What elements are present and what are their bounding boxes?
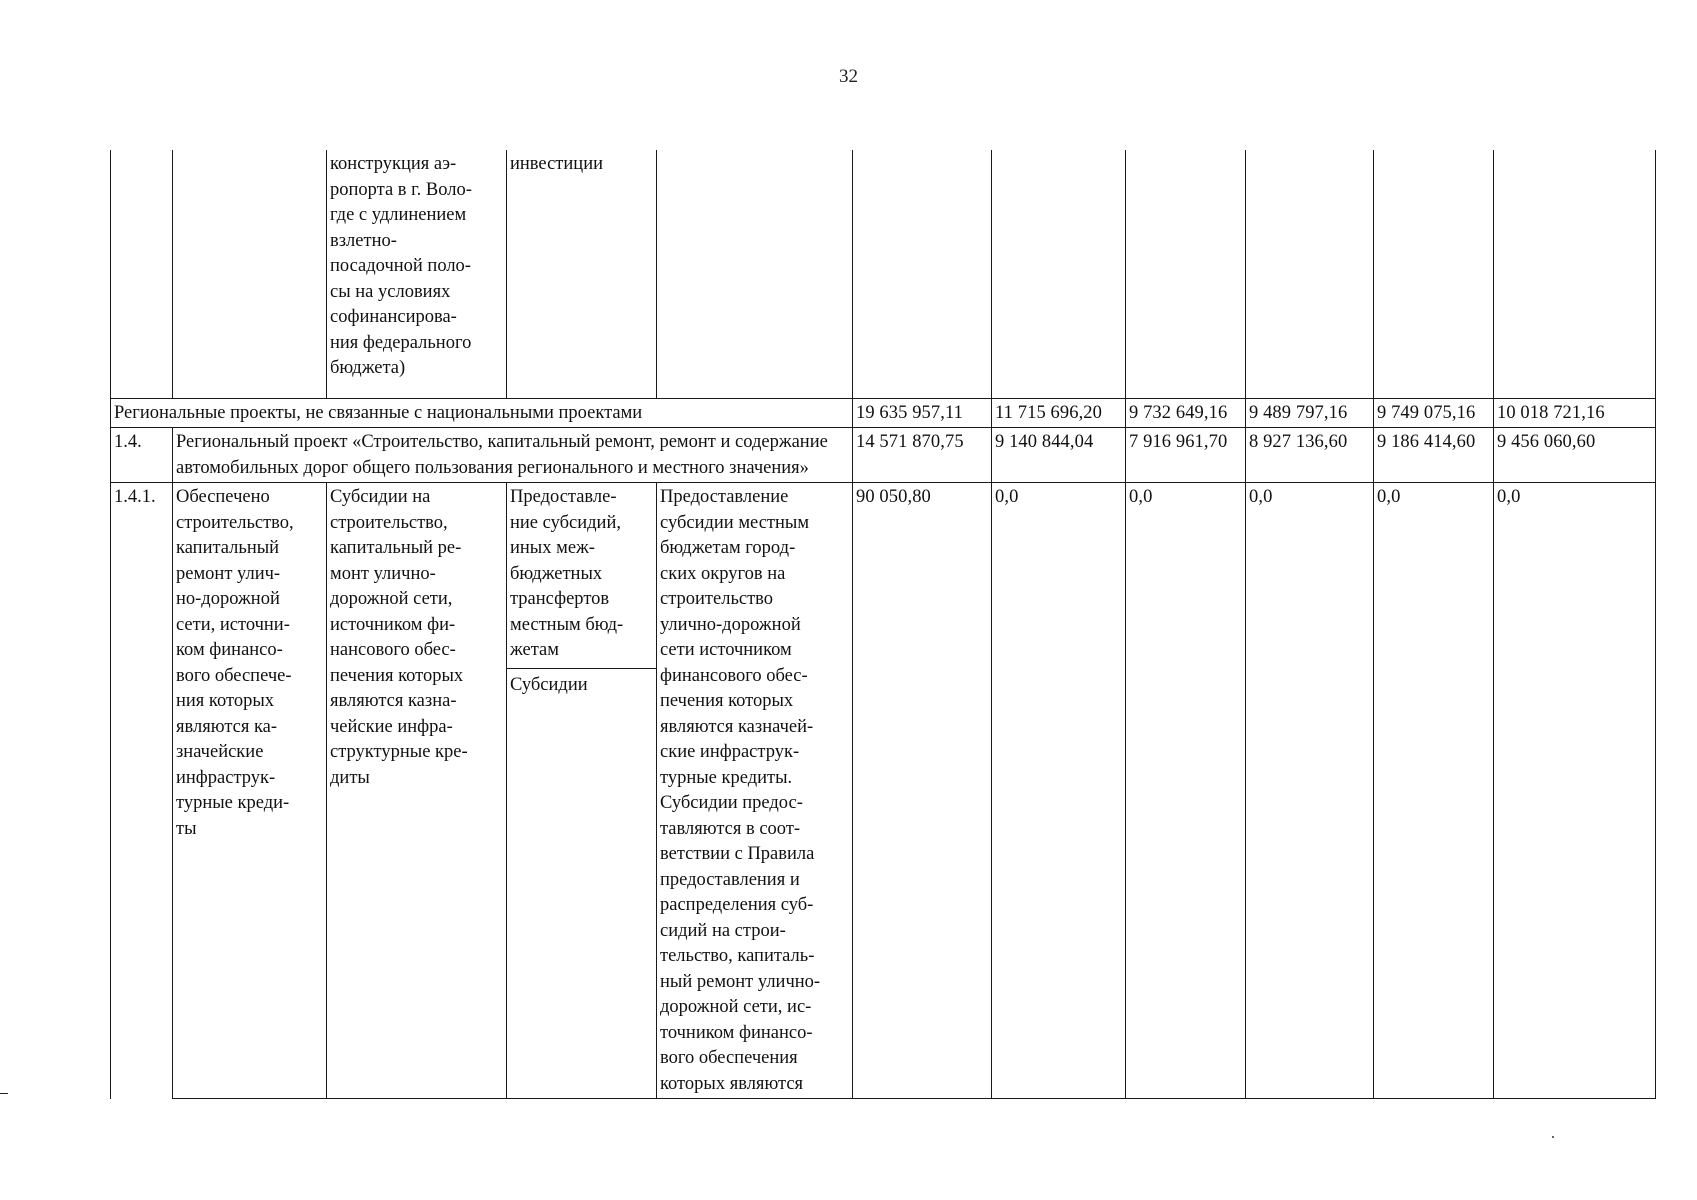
cell-description [657, 150, 853, 398]
project-number: 1.4. [111, 428, 173, 483]
total-value-2: 11 715 696,20 [992, 398, 1126, 428]
name-line: где с удлинением [330, 205, 467, 225]
project-value-3: 7 916 961,70 [1126, 428, 1246, 483]
name-line: софинансирова- [330, 307, 457, 327]
result-line: ты [176, 818, 197, 839]
cell-value-2 [992, 150, 1126, 398]
name-line: ропорта в г. Воло- [330, 179, 472, 200]
result-line: ния которых [176, 691, 275, 711]
type-line: жетам [510, 640, 559, 660]
item-1-4-1-row [111, 483, 1656, 1099]
item-description [657, 483, 853, 1099]
description-line: турные кредиты. [660, 767, 793, 788]
description-line: ских округов на [660, 563, 786, 584]
item-value-4: 0,0 [1246, 483, 1374, 1099]
description-line: Предоставление [660, 487, 789, 507]
description-line: тельство, капиталь- [660, 946, 815, 966]
continuation-row [111, 150, 1656, 398]
total-value-4: 9 489 797,16 [1246, 398, 1374, 428]
description-line: предоставления и [660, 869, 800, 890]
cell-value-3 [1126, 150, 1246, 398]
result-line: ком финансо- [176, 640, 283, 660]
description-line: строительство [660, 589, 774, 609]
name-line: бюджета) [330, 358, 406, 378]
type-line: трансфертов [510, 589, 610, 609]
result-line: строительство, [176, 512, 294, 533]
name-line: ния федерального [330, 332, 472, 353]
project-1-4-row [111, 428, 1656, 483]
total-value-3: 9 732 649,16 [1126, 398, 1246, 428]
description-line: улично-дорожной [660, 614, 801, 635]
result-line: сети, источни- [176, 614, 290, 635]
description-line: субсидии местным [660, 512, 810, 533]
description-line: ветствии с Правила [660, 844, 815, 864]
result-line: капитальный [176, 538, 280, 558]
scan-dot [1552, 1136, 1554, 1138]
item-value-2: 0,0 [992, 483, 1126, 1099]
description-line: точником финансо- [660, 1022, 813, 1043]
item-type [507, 483, 657, 1099]
regional-total-row [111, 398, 1656, 428]
description-line: Субсидии предос- [660, 793, 803, 813]
name-line: конструкция аэ- [330, 154, 457, 174]
event-line: структурные кре- [330, 742, 468, 762]
event-line: строительство, [330, 512, 448, 533]
cell-event-name [327, 150, 507, 398]
cell-number [111, 150, 173, 398]
result-line: Обеспечено [176, 487, 270, 507]
type-line: бюджетных [510, 563, 603, 584]
type-line: иных меж- [510, 538, 595, 558]
event-line: чейские инфра- [330, 716, 453, 737]
project-value-5: 9 186 414,60 [1374, 428, 1494, 483]
result-line: инфраструк- [176, 767, 276, 788]
description-line: вого обеспечения [660, 1048, 798, 1068]
event-line: Субсидии на [330, 487, 431, 507]
cell-result [173, 150, 327, 398]
result-line: являются ка- [176, 716, 278, 737]
description-line: ские инфраструк- [660, 742, 800, 762]
cell-value-4 [1246, 150, 1374, 398]
result-line: значейские [176, 742, 264, 762]
cell-value-5 [1374, 150, 1494, 398]
description-line: финансового обес- [660, 665, 808, 686]
project-value-1: 14 571 870,75 [853, 428, 992, 483]
name-line: посадочной поло- [330, 256, 471, 276]
type-line: местным бюд- [510, 614, 624, 635]
event-line: печения которых [330, 665, 464, 686]
description-line: распределения суб- [660, 895, 814, 915]
project-value-4: 8 927 136,60 [1246, 428, 1374, 483]
event-line: являются казна- [330, 691, 457, 711]
item-value-3: 0,0 [1126, 483, 1246, 1099]
page-number: 32 [839, 66, 858, 87]
project-value-6: 9 456 060,60 [1494, 428, 1656, 483]
project-value-2: 9 140 844,04 [992, 428, 1126, 483]
description-line: дорожной сети, ис- [660, 997, 812, 1017]
event-line: дорожной сети, [330, 589, 453, 609]
margin-mark [0, 1093, 8, 1094]
description-line: тавляются в соот- [660, 818, 801, 839]
description-line: печения которых [660, 691, 794, 711]
event-line: монт улично- [330, 563, 436, 584]
project-title: Региональный проект «Строительство, капитальный ремонт, ремонт и содержание автомобильных дорог общего пользования регионального и местного значения» [173, 428, 853, 483]
event-line: нансового обес- [330, 640, 456, 660]
total-value-1: 19 635 957,11 [853, 398, 992, 428]
item-event [327, 483, 507, 1099]
item-value-1: 90 050,80 [853, 483, 992, 1099]
cell-value-6 [1494, 150, 1656, 398]
description-line: сидий на строи- [660, 920, 786, 941]
total-value-6: 10 018 721,16 [1494, 398, 1656, 428]
name-line: взлетно- [330, 230, 397, 251]
type-line: ние субсидий, [510, 512, 621, 533]
result-line: но-дорожной [176, 589, 280, 609]
description-line: сети источником [660, 640, 792, 660]
result-line: ремонт улич- [176, 563, 281, 584]
name-line: сы на условиях [330, 281, 451, 302]
result-line: турные креди- [176, 793, 290, 813]
type-line: Предоставле- [510, 487, 617, 507]
cell-value-1 [853, 150, 992, 398]
result-line: вого обеспече- [176, 665, 292, 686]
total-value-5: 9 749 075,16 [1374, 398, 1494, 428]
description-line: которых являются [660, 1073, 804, 1094]
event-line: диты [330, 767, 370, 788]
description-line: бюджетам город- [660, 538, 796, 558]
event-line: источником фи- [330, 614, 456, 635]
item-result [173, 483, 327, 1099]
description-line: являются казначей- [660, 716, 814, 737]
item-value-6: 0,0 [1494, 483, 1656, 1099]
event-line: капитальный ре- [330, 538, 462, 558]
description-line: ный ремонт улично- [660, 971, 821, 992]
cell-type: инвестиции [507, 150, 657, 398]
budget-table [110, 150, 1656, 1099]
item-value-5: 0,0 [1374, 483, 1494, 1099]
item-number: 1.4.1. [111, 483, 173, 1099]
item-subtype: Субсидии [507, 668, 656, 699]
regional-total-label: Региональные проекты, не связанные с национальными проектами [111, 398, 853, 428]
